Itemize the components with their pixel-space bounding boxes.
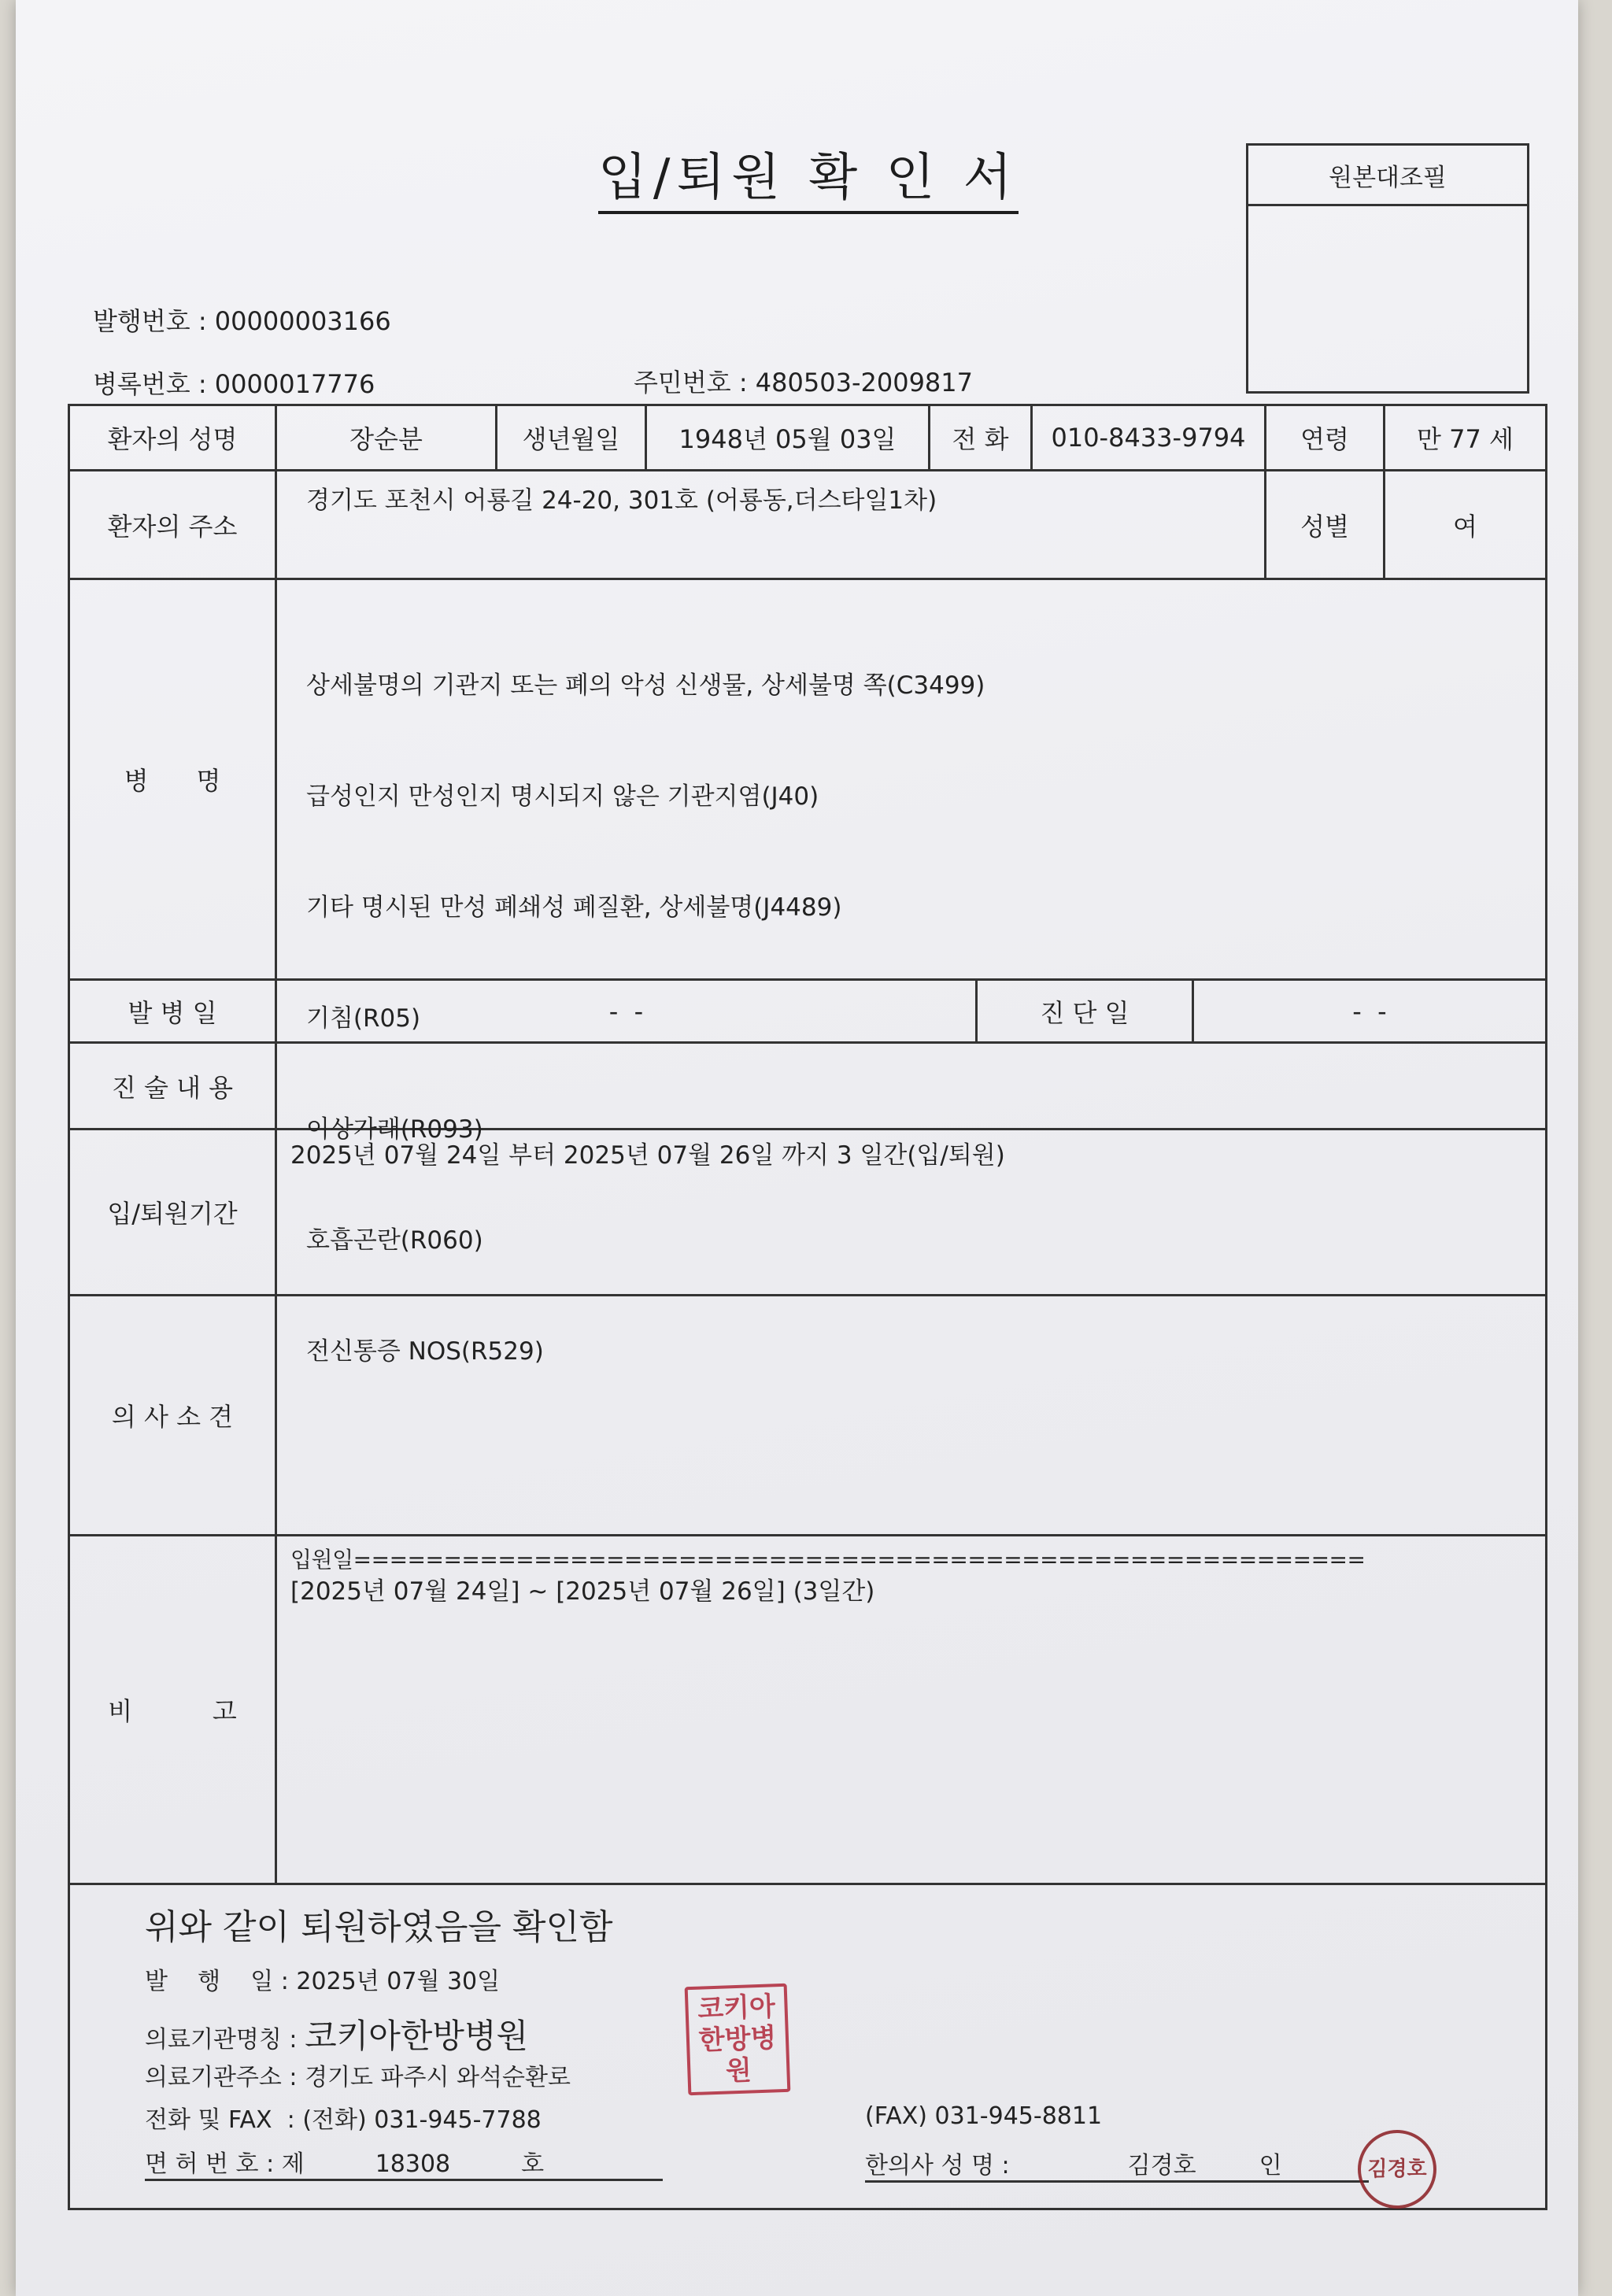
phone-label: 전 화 xyxy=(952,424,1009,454)
diagnosis-date-label: 진 단 일 xyxy=(1040,997,1130,1028)
license-row xyxy=(145,2144,663,2181)
doctor-name: 김경호 xyxy=(1127,2152,1196,2180)
doctor-seal-suffix: 인 xyxy=(1259,2152,1282,2180)
contact-label: 전화 및 FAX : xyxy=(145,2106,295,2134)
contact-row xyxy=(145,2100,542,2135)
phone-value: 010-8433-9794 xyxy=(1051,423,1246,453)
resident-no-value: 480503-2009817 xyxy=(755,368,973,397)
issue-no-row xyxy=(93,305,391,337)
period-value: 2025년 07월 24일 부터 2025년 07월 26일 까지 3 일간(입/퇴원) xyxy=(290,1141,1005,1170)
original-copy-label: 원본대조필 xyxy=(1248,146,1527,206)
issue-no-value: 00000003166 xyxy=(214,306,391,336)
remarks-line-1: 입원일======================================================== xyxy=(290,1547,1366,1573)
resident-no-label: 주민번호 : xyxy=(634,368,748,397)
address-label: 환자의 주소 xyxy=(107,511,238,542)
diagnosis-item: 기침(R05) xyxy=(306,1004,421,1033)
institution-label: 의료기관명칭 : xyxy=(145,2026,298,2054)
issue-date-value: 2025년 07월 30일 xyxy=(296,1968,501,1995)
hospital-seal xyxy=(685,1984,791,2095)
patient-name-label: 환자의 성명 xyxy=(107,424,238,454)
institution-address-label: 의료기관주소 : xyxy=(145,2064,298,2091)
dob-label: 생년월일 xyxy=(522,424,620,454)
license-suffix: 호 xyxy=(521,2150,545,2178)
fax-value: (FAX) 031-945-8811 xyxy=(865,2102,1103,2130)
diagnosis-label: 병 명 xyxy=(124,766,221,796)
diagnosis-item: 호흡곤란(R060) xyxy=(306,1226,483,1255)
remarks-label: 비 고 xyxy=(108,1696,237,1726)
doctor-seal-text: 김경호 xyxy=(1367,2157,1427,2181)
telephone-value: (전화) 031-945-7788 xyxy=(302,2106,542,2134)
diagnosis-item: 급성인지 만성인지 명시되지 않은 기관지염(J40) xyxy=(306,782,819,811)
issue-no-label: 발행번호 : xyxy=(93,306,207,336)
record-no-value: 0000017776 xyxy=(214,369,375,399)
issue-date-row xyxy=(145,1961,500,1996)
dob-value: 1948년 05월 03일 xyxy=(678,424,897,454)
doctor-seal xyxy=(1358,2130,1436,2209)
hospital-seal-text: 코키아 한방병원 xyxy=(697,1991,777,2087)
opinion-label: 의 사 소 견 xyxy=(111,1402,234,1432)
doctor-row xyxy=(865,2146,1369,2183)
diagnosis-date-value: - - xyxy=(1352,996,1387,1026)
diagnosis-item: 이상가래(R093) xyxy=(306,1115,483,1144)
diagnosis-item: 상세불명의 기관지 또는 폐의 악성 신생물, 상세불명 쪽(C3499) xyxy=(306,671,985,700)
remarks-line-2: [2025년 07월 24일] ~ [2025년 07월 26일] (3일간) xyxy=(290,1577,875,1606)
age-label: 연령 xyxy=(1300,424,1349,454)
onset-value: - - xyxy=(608,996,644,1026)
license-number: 18308 xyxy=(375,2150,451,2178)
resident-no-row xyxy=(634,367,973,398)
address-value: 경기도 포천시 어룡길 24-20, 301호 (어룡동,더스타일1차) xyxy=(306,486,937,515)
diagnosis-item: 전신통증 NOS(R529) xyxy=(306,1337,544,1366)
onset-label: 발 병 일 xyxy=(128,997,217,1028)
period-label: 입/퇴원기간 xyxy=(107,1199,238,1229)
sex-label: 성별 xyxy=(1300,511,1349,542)
record-no-label: 병록번호 : xyxy=(93,369,207,399)
patient-name-value: 장순분 xyxy=(349,424,423,454)
issue-date-label: 발 행 일 : xyxy=(145,1968,289,1995)
institution-address-value: 경기도 파주시 와석순환로 xyxy=(305,2064,571,2091)
sex-value: 여 xyxy=(1453,511,1477,542)
statement-label: 진 술 내 용 xyxy=(111,1072,234,1103)
institution-address-row xyxy=(145,2058,571,2092)
doctor-label: 한의사 성 명 : xyxy=(865,2152,1010,2180)
record-no-row xyxy=(93,368,375,400)
age-value: 만 77 세 xyxy=(1417,424,1514,454)
original-copy-box xyxy=(1246,143,1529,394)
document-page xyxy=(16,0,1578,2296)
diagnosis-item: 기타 명시된 만성 폐쇄성 폐질환, 상세불명(J4489) xyxy=(306,893,842,922)
certificate-table xyxy=(68,404,1547,2210)
confirmation-statement: 위와 같이 퇴원하였음을 확인함 xyxy=(145,1907,613,1947)
institution-name: 코키아한방병원 xyxy=(305,2017,529,2055)
document-title: 입/퇴원 확 인 서 xyxy=(598,148,1019,214)
license-label: 면 허 번 호 : 제 xyxy=(145,2150,305,2178)
institution-row xyxy=(145,2010,528,2058)
